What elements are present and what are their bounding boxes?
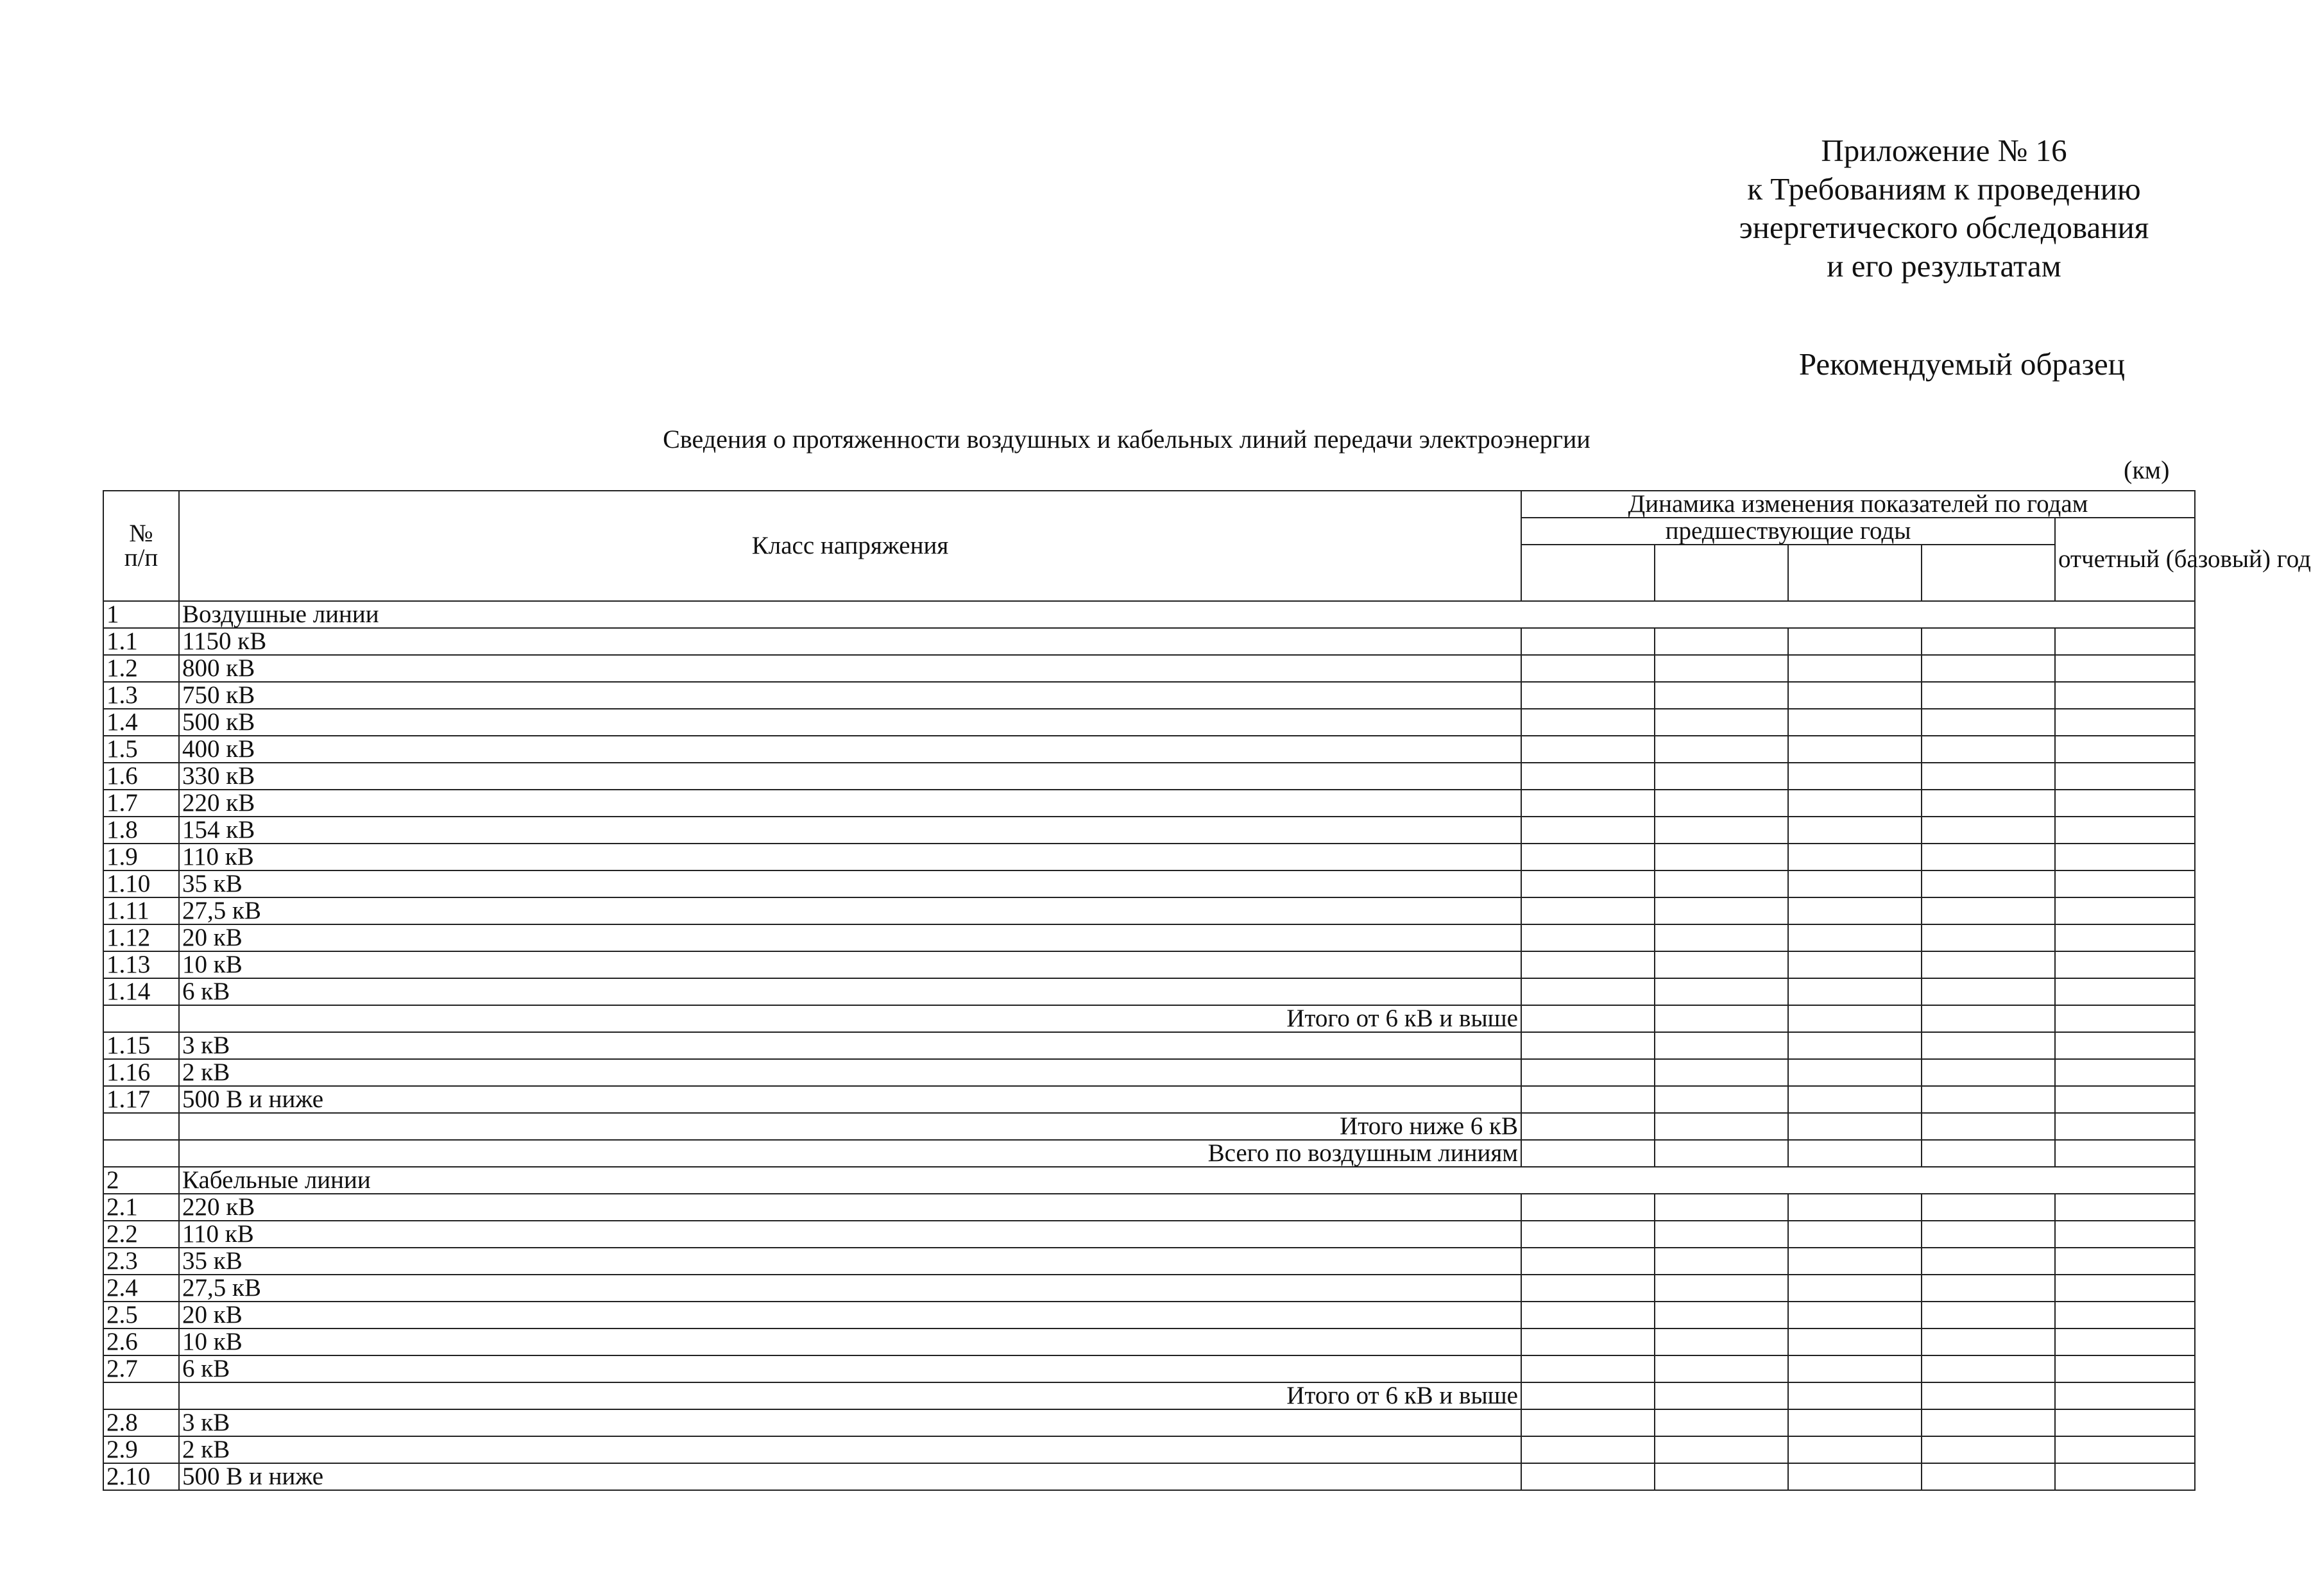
table-row — [103, 1275, 2195, 1302]
voltage-label: 750 кВ — [179, 682, 1521, 709]
value-cell — [1788, 870, 1922, 897]
row-number — [103, 1382, 179, 1409]
value-cell — [1922, 951, 2055, 978]
row-number: 2.10 — [103, 1463, 179, 1490]
voltage-label: 220 кВ — [179, 790, 1521, 817]
value-cell — [1922, 1248, 2055, 1275]
value-cell — [1788, 736, 1922, 763]
value-cell — [1655, 1086, 1788, 1113]
voltage-label: 27,5 кВ — [179, 1275, 1521, 1302]
value-cell — [1521, 1005, 1655, 1032]
value-cell — [1655, 709, 1788, 736]
value-cell — [1788, 924, 1922, 951]
value-cell — [1655, 655, 1788, 682]
value-cell — [1655, 1005, 1788, 1032]
col-report-header: отчетный (базовый) год — [2055, 518, 2195, 601]
value-cell — [1788, 1463, 1922, 1490]
table-row — [103, 1086, 2195, 1113]
year-cell — [1521, 545, 1655, 601]
voltage-label: 3 кВ — [179, 1032, 1521, 1059]
total-row — [103, 1113, 2195, 1140]
total-row — [103, 1005, 2195, 1032]
value-cell — [1655, 1382, 1788, 1409]
value-cell — [1922, 1140, 2055, 1167]
value-cell — [2055, 709, 2195, 736]
voltage-label: 110 кВ — [179, 1221, 1521, 1248]
table-row — [103, 924, 2195, 951]
value-cell — [1922, 628, 2055, 655]
year-cell — [1788, 545, 1922, 601]
value-cell — [1922, 1086, 2055, 1113]
row-number: 1.12 — [103, 924, 179, 951]
voltage-label: 3 кВ — [179, 1409, 1521, 1436]
total-row — [103, 1140, 2195, 1167]
table-row — [103, 736, 2195, 763]
row-number: 2.1 — [103, 1194, 179, 1221]
appendix-line: к Требованиям к проведению — [1747, 171, 2141, 207]
value-cell — [1655, 1409, 1788, 1436]
table-row — [103, 682, 2195, 709]
value-cell — [1655, 1329, 1788, 1355]
value-cell — [2055, 655, 2195, 682]
value-cell — [1922, 1302, 2055, 1329]
value-cell — [2055, 763, 2195, 790]
value-cell — [1521, 736, 1655, 763]
appendix-line: энергетического обследования — [1739, 210, 2149, 245]
value-cell — [1521, 1463, 1655, 1490]
value-cell — [1655, 1032, 1788, 1059]
value-cell — [1521, 870, 1655, 897]
value-cell — [1922, 1275, 2055, 1302]
value-cell — [2055, 1248, 2195, 1275]
value-cell — [1788, 1329, 1922, 1355]
value-cell — [1922, 709, 2055, 736]
voltage-label: 20 кВ — [179, 924, 1521, 951]
voltage-label: 6 кВ — [179, 978, 1521, 1005]
value-cell — [2055, 1221, 2195, 1248]
value-cell — [1655, 1059, 1788, 1086]
value-cell — [1788, 978, 1922, 1005]
value-cell — [1521, 1086, 1655, 1113]
value-cell — [1655, 951, 1788, 978]
row-number: 1.16 — [103, 1059, 179, 1086]
value-cell — [1655, 1248, 1788, 1275]
row-number: 1.9 — [103, 844, 179, 870]
value-cell — [1655, 1140, 1788, 1167]
col-previous-header: предшествующие годы — [1521, 518, 2055, 545]
value-cell — [2055, 870, 2195, 897]
row-number: 1.10 — [103, 870, 179, 897]
row-number: 1.14 — [103, 978, 179, 1005]
value-cell — [2055, 897, 2195, 924]
voltage-label: 10 кВ — [179, 1329, 1521, 1355]
value-cell — [2055, 628, 2195, 655]
value-cell — [1655, 1275, 1788, 1302]
value-cell — [1655, 763, 1788, 790]
value-cell — [2055, 1113, 2195, 1140]
value-cell — [1922, 1005, 2055, 1032]
value-cell — [1788, 951, 1922, 978]
total-label: Итого ниже 6 кВ — [179, 1113, 1521, 1140]
value-cell — [1521, 709, 1655, 736]
total-label: Итого от 6 кВ и выше — [179, 1005, 1521, 1032]
row-number: 1.8 — [103, 817, 179, 844]
value-cell — [1788, 1409, 1922, 1436]
value-cell — [1521, 763, 1655, 790]
value-cell — [1922, 817, 2055, 844]
value-cell — [1788, 1275, 1922, 1302]
sample-label: Рекомендуемый образец — [1798, 346, 2125, 382]
voltage-label: 800 кВ — [179, 655, 1521, 682]
value-cell — [1922, 763, 2055, 790]
value-cell — [1655, 682, 1788, 709]
value-cell — [1788, 1382, 1922, 1409]
value-cell — [1521, 628, 1655, 655]
voltage-label: 500 кВ — [179, 709, 1521, 736]
value-cell — [1655, 978, 1788, 1005]
table-row — [103, 1059, 2195, 1086]
value-cell — [2055, 817, 2195, 844]
value-cell — [1521, 1032, 1655, 1059]
voltage-label: 110 кВ — [179, 844, 1521, 870]
value-cell — [1788, 709, 1922, 736]
row-number: 1.6 — [103, 763, 179, 790]
value-cell — [1922, 1059, 2055, 1086]
value-cell — [2055, 1302, 2195, 1329]
col-dynamics-header: Динамика изменения показателей по годам — [1521, 491, 2195, 518]
row-number: 1.13 — [103, 951, 179, 978]
row-number: 1.11 — [103, 897, 179, 924]
value-cell — [1922, 897, 2055, 924]
section-row — [103, 601, 2195, 628]
value-cell — [1521, 1059, 1655, 1086]
total-label: Всего по воздушным линиям — [179, 1140, 1521, 1167]
value-cell — [1655, 790, 1788, 817]
voltage-label: 220 кВ — [179, 1194, 1521, 1221]
value-cell — [1922, 844, 2055, 870]
voltage-label: 35 кВ — [179, 870, 1521, 897]
value-cell — [1922, 1382, 2055, 1409]
value-cell — [2055, 682, 2195, 709]
voltage-label: 154 кВ — [179, 817, 1521, 844]
value-cell — [2055, 1355, 2195, 1382]
value-cell — [1521, 897, 1655, 924]
row-number — [103, 1113, 179, 1140]
voltage-label: 10 кВ — [179, 951, 1521, 978]
value-cell — [1655, 1355, 1788, 1382]
section-row — [103, 1167, 2195, 1194]
col-num-line: п/п — [124, 544, 158, 572]
value-cell — [1788, 1086, 1922, 1113]
total-label: Итого от 6 кВ и выше — [179, 1382, 1521, 1409]
table-row — [103, 1463, 2195, 1490]
value-cell — [1655, 736, 1788, 763]
value-cell — [1788, 1059, 1922, 1086]
value-cell — [1521, 817, 1655, 844]
row-number: 2.5 — [103, 1302, 179, 1329]
value-cell — [2055, 736, 2195, 763]
value-cell — [1788, 817, 1922, 844]
value-cell — [1788, 844, 1922, 870]
value-cell — [1922, 870, 2055, 897]
value-cell — [2055, 978, 2195, 1005]
voltage-label: 1150 кВ — [179, 628, 1521, 655]
value-cell — [1922, 978, 2055, 1005]
value-cell — [2055, 951, 2195, 978]
value-cell — [1922, 790, 2055, 817]
row-number: 1.3 — [103, 682, 179, 709]
voltage-label: 27,5 кВ — [179, 897, 1521, 924]
voltage-label: 20 кВ — [179, 1302, 1521, 1329]
value-cell — [1521, 790, 1655, 817]
value-cell — [1788, 790, 1922, 817]
row-number: 1 — [103, 601, 179, 628]
table-row — [103, 978, 2195, 1005]
value-cell — [1788, 1140, 1922, 1167]
table-row — [103, 1436, 2195, 1463]
row-number: 1.17 — [103, 1086, 179, 1113]
value-cell — [1788, 1436, 1922, 1463]
document-title: Сведения о протяженности воздушных и кабельных линий передачи электроэнергии — [663, 425, 1590, 454]
value-cell — [1788, 897, 1922, 924]
value-cell — [1788, 628, 1922, 655]
value-cell — [1521, 1329, 1655, 1355]
table-row — [103, 1302, 2195, 1329]
table-row — [103, 790, 2195, 817]
table-row — [103, 1248, 2195, 1275]
value-cell — [1521, 1302, 1655, 1329]
value-cell — [1922, 1329, 2055, 1355]
table-body — [103, 601, 2195, 1490]
value-cell — [1788, 1248, 1922, 1275]
row-number: 2.9 — [103, 1436, 179, 1463]
value-cell — [2055, 1463, 2195, 1490]
value-cell — [1788, 682, 1922, 709]
value-cell — [1788, 763, 1922, 790]
value-cell — [1922, 1032, 2055, 1059]
value-cell — [1922, 655, 2055, 682]
value-cell — [1922, 1436, 2055, 1463]
value-cell — [1655, 1113, 1788, 1140]
value-cell — [2055, 1436, 2195, 1463]
voltage-label: 500 В и ниже — [179, 1086, 1521, 1113]
value-cell — [1521, 978, 1655, 1005]
value-cell — [1922, 736, 2055, 763]
table-row — [103, 897, 2195, 924]
value-cell — [1655, 1302, 1788, 1329]
value-cell — [1521, 1355, 1655, 1382]
value-cell — [1521, 951, 1655, 978]
table-row — [103, 1409, 2195, 1436]
row-number: 1.15 — [103, 1032, 179, 1059]
value-cell — [1788, 1302, 1922, 1329]
value-cell — [2055, 1005, 2195, 1032]
value-cell — [1922, 1463, 2055, 1490]
table-row — [103, 1194, 2195, 1221]
row-number: 2 — [103, 1167, 179, 1194]
lines-table — [103, 490, 2311, 1491]
value-cell — [1655, 628, 1788, 655]
unit-label: (км) — [2124, 455, 2170, 484]
value-cell — [1655, 817, 1788, 844]
value-cell — [2055, 1275, 2195, 1302]
value-cell — [2055, 1032, 2195, 1059]
value-cell — [1521, 1382, 1655, 1409]
value-cell — [2055, 1409, 2195, 1436]
value-cell — [1788, 1194, 1922, 1221]
col-num-line: № — [129, 520, 153, 547]
value-cell — [1521, 1194, 1655, 1221]
value-cell — [1655, 1221, 1788, 1248]
value-cell — [1788, 1005, 1922, 1032]
appendix-line: и его результатам — [1827, 248, 2061, 284]
table-row — [103, 1329, 2195, 1355]
value-cell — [1521, 655, 1655, 682]
value-cell — [1655, 1194, 1788, 1221]
value-cell — [1788, 1032, 1922, 1059]
value-cell — [2055, 1194, 2195, 1221]
col-class-header: Класс напряжения — [179, 491, 1521, 601]
value-cell — [1922, 1409, 2055, 1436]
value-cell — [1521, 1436, 1655, 1463]
year-cell — [1922, 545, 2055, 601]
value-cell — [1922, 1221, 2055, 1248]
value-cell — [1788, 1355, 1922, 1382]
value-cell — [1655, 870, 1788, 897]
value-cell — [1655, 924, 1788, 951]
section-label: Воздушные линии — [179, 601, 2195, 628]
table-row — [103, 844, 2195, 870]
col-num-header — [103, 491, 179, 601]
voltage-label: 35 кВ — [179, 1248, 1521, 1275]
table-row — [103, 870, 2195, 897]
value-cell — [2055, 924, 2195, 951]
value-cell — [1521, 1275, 1655, 1302]
row-number: 2.2 — [103, 1221, 179, 1248]
voltage-label: 2 кВ — [179, 1436, 1521, 1463]
value-cell — [1922, 682, 2055, 709]
year-cell — [1655, 545, 1788, 601]
row-number: 2.4 — [103, 1275, 179, 1302]
row-number: 1.4 — [103, 709, 179, 736]
table-row — [103, 1355, 2195, 1382]
appendix-header — [1668, 132, 2220, 285]
appendix-line: Приложение № 16 — [1821, 133, 2067, 168]
value-cell — [1655, 897, 1788, 924]
value-cell — [2055, 1086, 2195, 1113]
value-cell — [1521, 1140, 1655, 1167]
value-cell — [1521, 844, 1655, 870]
value-cell — [1655, 1436, 1788, 1463]
voltage-label: 400 кВ — [179, 736, 1521, 763]
value-cell — [2055, 1059, 2195, 1086]
value-cell — [1922, 924, 2055, 951]
value-cell — [2055, 1329, 2195, 1355]
table-row — [103, 951, 2195, 978]
value-cell — [1655, 844, 1788, 870]
total-row — [103, 1382, 2195, 1409]
section-label: Кабельные линии — [179, 1167, 2195, 1194]
row-number: 1.2 — [103, 655, 179, 682]
value-cell — [2055, 1140, 2195, 1167]
row-number: 2.3 — [103, 1248, 179, 1275]
table-row — [103, 628, 2195, 655]
table-row — [103, 817, 2195, 844]
value-cell — [1521, 924, 1655, 951]
row-number: 1.5 — [103, 736, 179, 763]
voltage-label: 500 В и ниже — [179, 1463, 1521, 1490]
value-cell — [2055, 790, 2195, 817]
value-cell — [1922, 1113, 2055, 1140]
value-cell — [1521, 1221, 1655, 1248]
table-row — [103, 709, 2195, 736]
value-cell — [1788, 1221, 1922, 1248]
value-cell — [1788, 655, 1922, 682]
row-number — [103, 1005, 179, 1032]
row-number: 1.1 — [103, 628, 179, 655]
row-number: 2.7 — [103, 1355, 179, 1382]
row-number: 2.8 — [103, 1409, 179, 1436]
value-cell — [1521, 682, 1655, 709]
value-cell — [1521, 1409, 1655, 1436]
value-cell — [1521, 1113, 1655, 1140]
table-row — [103, 763, 2195, 790]
voltage-label: 6 кВ — [179, 1355, 1521, 1382]
row-number — [103, 1140, 179, 1167]
voltage-label: 330 кВ — [179, 763, 1521, 790]
table-row — [103, 1032, 2195, 1059]
value-cell — [1521, 1248, 1655, 1275]
value-cell — [1655, 1463, 1788, 1490]
table-row — [103, 655, 2195, 682]
value-cell — [2055, 1382, 2195, 1409]
row-number: 2.6 — [103, 1329, 179, 1355]
value-cell — [1922, 1355, 2055, 1382]
voltage-label: 2 кВ — [179, 1059, 1521, 1086]
row-number: 1.7 — [103, 790, 179, 817]
value-cell — [1922, 1194, 2055, 1221]
table-row — [103, 1221, 2195, 1248]
value-cell — [2055, 844, 2195, 870]
value-cell — [1788, 1113, 1922, 1140]
